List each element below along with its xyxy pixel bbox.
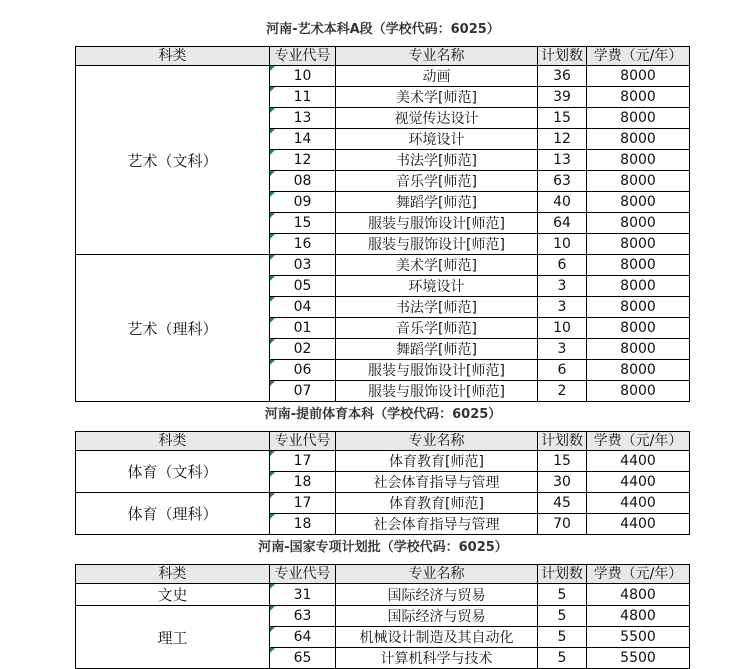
- plan-count-cell: 10: [538, 318, 587, 339]
- major-code-cell: 16: [270, 234, 336, 255]
- major-name-cell: 音乐学[师范]: [336, 171, 538, 192]
- column-header: 计划数: [538, 47, 587, 66]
- tuition-cell: 8000: [587, 297, 690, 318]
- major-code-cell: 08: [270, 171, 336, 192]
- major-name-cell: 服装与服饰设计[师范]: [336, 360, 538, 381]
- major-code-cell: 65: [270, 648, 336, 669]
- column-header: 科类: [76, 565, 270, 584]
- plan-count-cell: 3: [538, 276, 587, 297]
- major-name-cell: 美术学[师范]: [336, 255, 538, 276]
- major-name-cell: 国际经济与贸易: [336, 606, 538, 627]
- plan-count-cell: 6: [538, 255, 587, 276]
- major-code-cell: 04: [270, 297, 336, 318]
- category-cell: 理工: [76, 606, 270, 669]
- plan-count-cell: 5: [538, 606, 587, 627]
- category-cell: 体育（理科）: [76, 493, 270, 535]
- major-code-cell: 03: [270, 255, 336, 276]
- plan-count-cell: 10: [538, 234, 587, 255]
- major-name-cell: 服装与服饰设计[师范]: [336, 234, 538, 255]
- major-code-cell: 17: [270, 493, 336, 514]
- plan-count-cell: 30: [538, 472, 587, 493]
- plan-table: [75, 46, 690, 402]
- tuition-cell: 8000: [587, 234, 690, 255]
- tuition-cell: 4400: [587, 514, 690, 535]
- plan-table: [75, 431, 690, 535]
- major-name-cell: 社会体育指导与管理: [336, 514, 538, 535]
- major-code-cell: 05: [270, 276, 336, 297]
- tuition-cell: 8000: [587, 360, 690, 381]
- tuition-cell: 4800: [587, 606, 690, 627]
- table-row: [76, 255, 690, 276]
- major-name-cell: 计算机科学与技术: [336, 648, 538, 669]
- major-name-cell: 机械设计制造及其自动化: [336, 627, 538, 648]
- tuition-cell: 8000: [587, 150, 690, 171]
- tuition-cell: 8000: [587, 108, 690, 129]
- column-header: 专业代号: [270, 47, 336, 66]
- column-header: 专业代号: [270, 432, 336, 451]
- category-cell: 艺术（文科）: [76, 66, 270, 255]
- column-header: 专业代号: [270, 565, 336, 584]
- plan-count-cell: 45: [538, 493, 587, 514]
- tuition-cell: 5500: [587, 627, 690, 648]
- major-name-cell: 舞蹈学[师范]: [336, 339, 538, 360]
- major-name-cell: 舞蹈学[师范]: [336, 192, 538, 213]
- major-code-cell: 64: [270, 627, 336, 648]
- table-header-row: [76, 432, 690, 451]
- major-code-cell: 17: [270, 451, 336, 472]
- column-header: 专业名称: [336, 47, 538, 66]
- tuition-cell: 8000: [587, 87, 690, 108]
- plan-count-cell: 70: [538, 514, 587, 535]
- major-code-cell: 11: [270, 87, 336, 108]
- tuition-cell: 8000: [587, 339, 690, 360]
- plan-count-cell: 12: [538, 129, 587, 150]
- major-code-cell: 18: [270, 472, 336, 493]
- table-row: [76, 584, 690, 606]
- category-cell: 艺术（理科）: [76, 255, 270, 402]
- plan-count-cell: 13: [538, 150, 587, 171]
- column-header: 科类: [76, 47, 270, 66]
- tuition-cell: 8000: [587, 381, 690, 402]
- table-row: [76, 66, 690, 87]
- plan-count-cell: 39: [538, 87, 587, 108]
- tuition-cell: 8000: [587, 276, 690, 297]
- section-title: 河南-国家专项计划批（学校代码：6025）: [258, 540, 508, 555]
- column-header: 学费（元/年）: [587, 565, 690, 584]
- major-code-cell: 01: [270, 318, 336, 339]
- major-code-cell: 31: [270, 584, 336, 606]
- major-code-cell: 12: [270, 150, 336, 171]
- column-header: 专业名称: [336, 565, 538, 584]
- major-code-cell: 09: [270, 192, 336, 213]
- major-name-cell: 国际经济与贸易: [336, 584, 538, 606]
- plan-count-cell: 3: [538, 339, 587, 360]
- tuition-cell: 8000: [587, 255, 690, 276]
- major-name-cell: 书法学[师范]: [336, 297, 538, 318]
- column-header: 学费（元/年）: [587, 47, 690, 66]
- plan-count-cell: 36: [538, 66, 587, 87]
- major-name-cell: 美术学[师范]: [336, 87, 538, 108]
- category-cell: 体育（文科）: [76, 451, 270, 493]
- tuition-cell: 8000: [587, 213, 690, 234]
- tuition-cell: 8000: [587, 129, 690, 150]
- plan-count-cell: 63: [538, 171, 587, 192]
- major-name-cell: 视觉传达设计: [336, 108, 538, 129]
- tuition-cell: 4400: [587, 493, 690, 514]
- major-code-cell: 14: [270, 129, 336, 150]
- major-name-cell: 音乐学[师范]: [336, 318, 538, 339]
- section-title: 河南-提前体育本科（学校代码：6025）: [264, 407, 502, 422]
- plan-table: [75, 564, 690, 669]
- plan-count-cell: 15: [538, 108, 587, 129]
- column-header: 科类: [76, 432, 270, 451]
- plan-count-cell: 3: [538, 297, 587, 318]
- plan-count-cell: 15: [538, 451, 587, 472]
- major-code-cell: 07: [270, 381, 336, 402]
- tuition-cell: 4800: [587, 584, 690, 606]
- plan-count-cell: 5: [538, 648, 587, 669]
- major-name-cell: 体育教育[师范]: [336, 451, 538, 472]
- major-code-cell: 06: [270, 360, 336, 381]
- major-name-cell: 体育教育[师范]: [336, 493, 538, 514]
- tuition-cell: 8000: [587, 192, 690, 213]
- plan-count-cell: 64: [538, 213, 587, 234]
- plan-count-cell: 5: [538, 627, 587, 648]
- major-name-cell: 动画: [336, 66, 538, 87]
- table-row: [76, 493, 690, 514]
- tuition-cell: 4400: [587, 472, 690, 493]
- category-cell: 文史: [76, 584, 270, 606]
- major-name-cell: 环境设计: [336, 276, 538, 297]
- column-header: 计划数: [538, 565, 587, 584]
- major-name-cell: 书法学[师范]: [336, 150, 538, 171]
- column-header: 学费（元/年）: [587, 432, 690, 451]
- major-name-cell: 服装与服饰设计[师范]: [336, 381, 538, 402]
- major-code-cell: 18: [270, 514, 336, 535]
- tuition-cell: 8000: [587, 66, 690, 87]
- table-header-row: [76, 47, 690, 66]
- major-code-cell: 02: [270, 339, 336, 360]
- major-code-cell: 15: [270, 213, 336, 234]
- plan-count-cell: 40: [538, 192, 587, 213]
- plan-count-cell: 5: [538, 584, 587, 606]
- major-name-cell: 环境设计: [336, 129, 538, 150]
- section-title: 河南-艺术本科A段（学校代码：6025）: [266, 22, 500, 37]
- plan-count-cell: 6: [538, 360, 587, 381]
- major-code-cell: 63: [270, 606, 336, 627]
- tuition-cell: 5500: [587, 648, 690, 669]
- column-header: 专业名称: [336, 432, 538, 451]
- tuition-cell: 8000: [587, 171, 690, 192]
- major-name-cell: 社会体育指导与管理: [336, 472, 538, 493]
- major-code-cell: 10: [270, 66, 336, 87]
- table-row: [76, 451, 690, 472]
- major-code-cell: 13: [270, 108, 336, 129]
- major-name-cell: 服装与服饰设计[师范]: [336, 213, 538, 234]
- table-header-row: [76, 565, 690, 584]
- tuition-cell: 8000: [587, 318, 690, 339]
- column-header: 计划数: [538, 432, 587, 451]
- table-row: [76, 606, 690, 627]
- tuition-cell: 4400: [587, 451, 690, 472]
- plan-count-cell: 2: [538, 381, 587, 402]
